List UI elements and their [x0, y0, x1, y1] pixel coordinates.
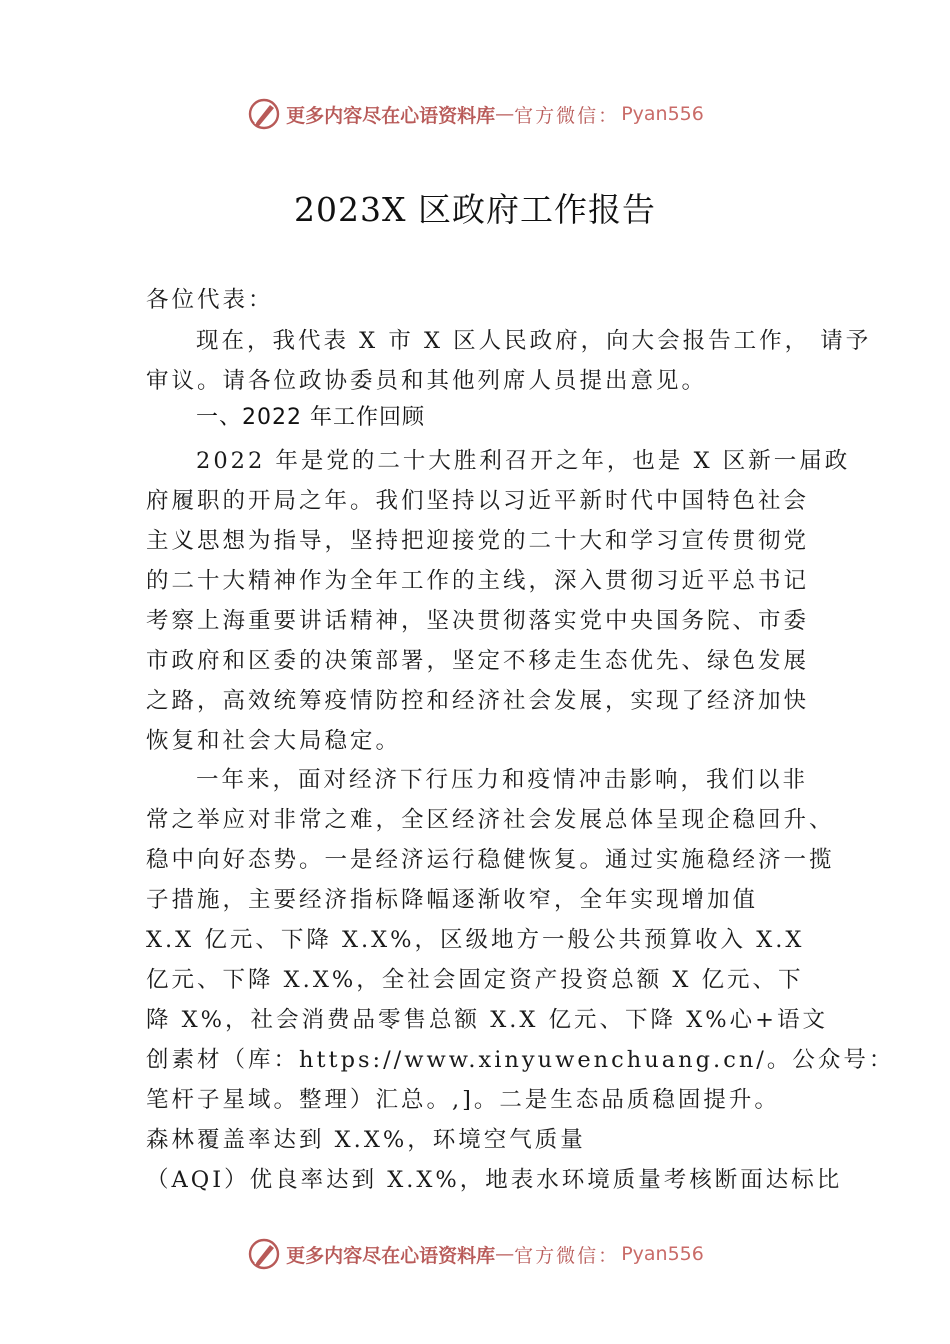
- watermark-brand: 更多内容尽在心语资料库: [286, 1244, 496, 1267]
- paragraph-line: X.X 亿元、下降 X.X%，区级地方一般公共预算收入 X.X: [146, 927, 805, 953]
- paragraph-line: 笔杆子星域。整理）汇总。,]。二是生态品质稳固提升。: [146, 1087, 780, 1113]
- paragraph-line: 考察上海重要讲话精神，坚决贯彻落实党中央国务院、市委: [146, 608, 810, 634]
- paragraph-intro: [146, 321, 872, 401]
- section-heading: [146, 398, 836, 438]
- salutation-line: 各位代表：: [146, 287, 274, 313]
- paragraph-line: 之路，高效统筹疫情防控和经济社会发展，实现了经济加快: [146, 688, 810, 714]
- paragraph-line: 子措施，主要经济指标降幅逐渐收窄，全年实现增加值: [146, 887, 759, 913]
- paragraph-year-summary: [146, 760, 895, 1200]
- paragraph-line: 现在，我代表 X 市 X 区人民政府，向大会报告工作， 请予: [196, 328, 872, 354]
- watermark-contact-label: 官方微信：: [514, 104, 620, 127]
- paragraph-line: 审议。请各位政协委员和其他列席人员提出意见。: [146, 368, 708, 394]
- paragraph-line: （AQI）优良率达到 X.X%，地表水环境质量考核断面达标比: [146, 1167, 843, 1193]
- paragraph-line: 一年来，面对经济下行压力和疫情冲击影响，我们以非: [196, 767, 809, 793]
- watermark-separator: —: [495, 1243, 515, 1265]
- paragraph-line: 的二十大精神作为全年工作的主线，深入贯彻习近平总书记: [146, 568, 810, 594]
- paragraph-line: 创素材（库：https://www.xinyuwenchuang.cn/。公众号：: [146, 1047, 895, 1073]
- watermark-contact-label: 官方微信：: [514, 1244, 620, 1267]
- salutation: [146, 280, 836, 320]
- paragraph-line: 常之举应对非常之难，全区经济社会发展总体呈现企稳回升、: [146, 807, 835, 833]
- watermark-handle: Pyan556: [621, 1243, 704, 1265]
- paragraph-line: 恢复和社会大局稳定。: [146, 728, 402, 754]
- watermark-separator: —: [495, 103, 515, 125]
- header-watermark: [0, 92, 950, 136]
- watermark-brand: 更多内容尽在心语资料库: [286, 104, 496, 127]
- paragraph-review: [146, 441, 851, 761]
- quill-pen-logo-icon: [246, 96, 282, 132]
- quill-pen-logo-icon: [246, 1236, 282, 1272]
- paragraph-line: 森林覆盖率达到 X.X%，环境空气质量: [146, 1127, 586, 1153]
- paragraph-line: 降 X%，社会消费品零售总额 X.X 亿元、下降 X%心+语文: [146, 1007, 828, 1033]
- watermark-handle: Pyan556: [621, 103, 704, 125]
- paragraph-line: 亿元、下降 X.X%，全社会固定资产投资总额 X 亿元、下: [146, 967, 804, 993]
- paragraph-line: 府履职的开局之年。我们坚持以习近平新时代中国特色社会: [146, 488, 810, 514]
- paragraph-line: 主义思想为指导，坚持把迎接党的二十大和学习宣传贯彻党: [146, 528, 810, 554]
- document-title: 2023X 区政府工作报告: [294, 190, 656, 229]
- paragraph-line: 市政府和区委的决策部署，坚定不移走生态优先、绿色发展: [146, 648, 810, 674]
- paragraph-line: 2022 年是党的二十大胜利召开之年，也是 X 区新一届政: [196, 448, 851, 474]
- paragraph-line: 稳中向好态势。一是经济运行稳健恢复。通过实施稳经济一揽: [146, 847, 835, 873]
- section-heading-text: 一、2022 年工作回顾: [196, 405, 425, 430]
- footer-watermark: [0, 1232, 950, 1276]
